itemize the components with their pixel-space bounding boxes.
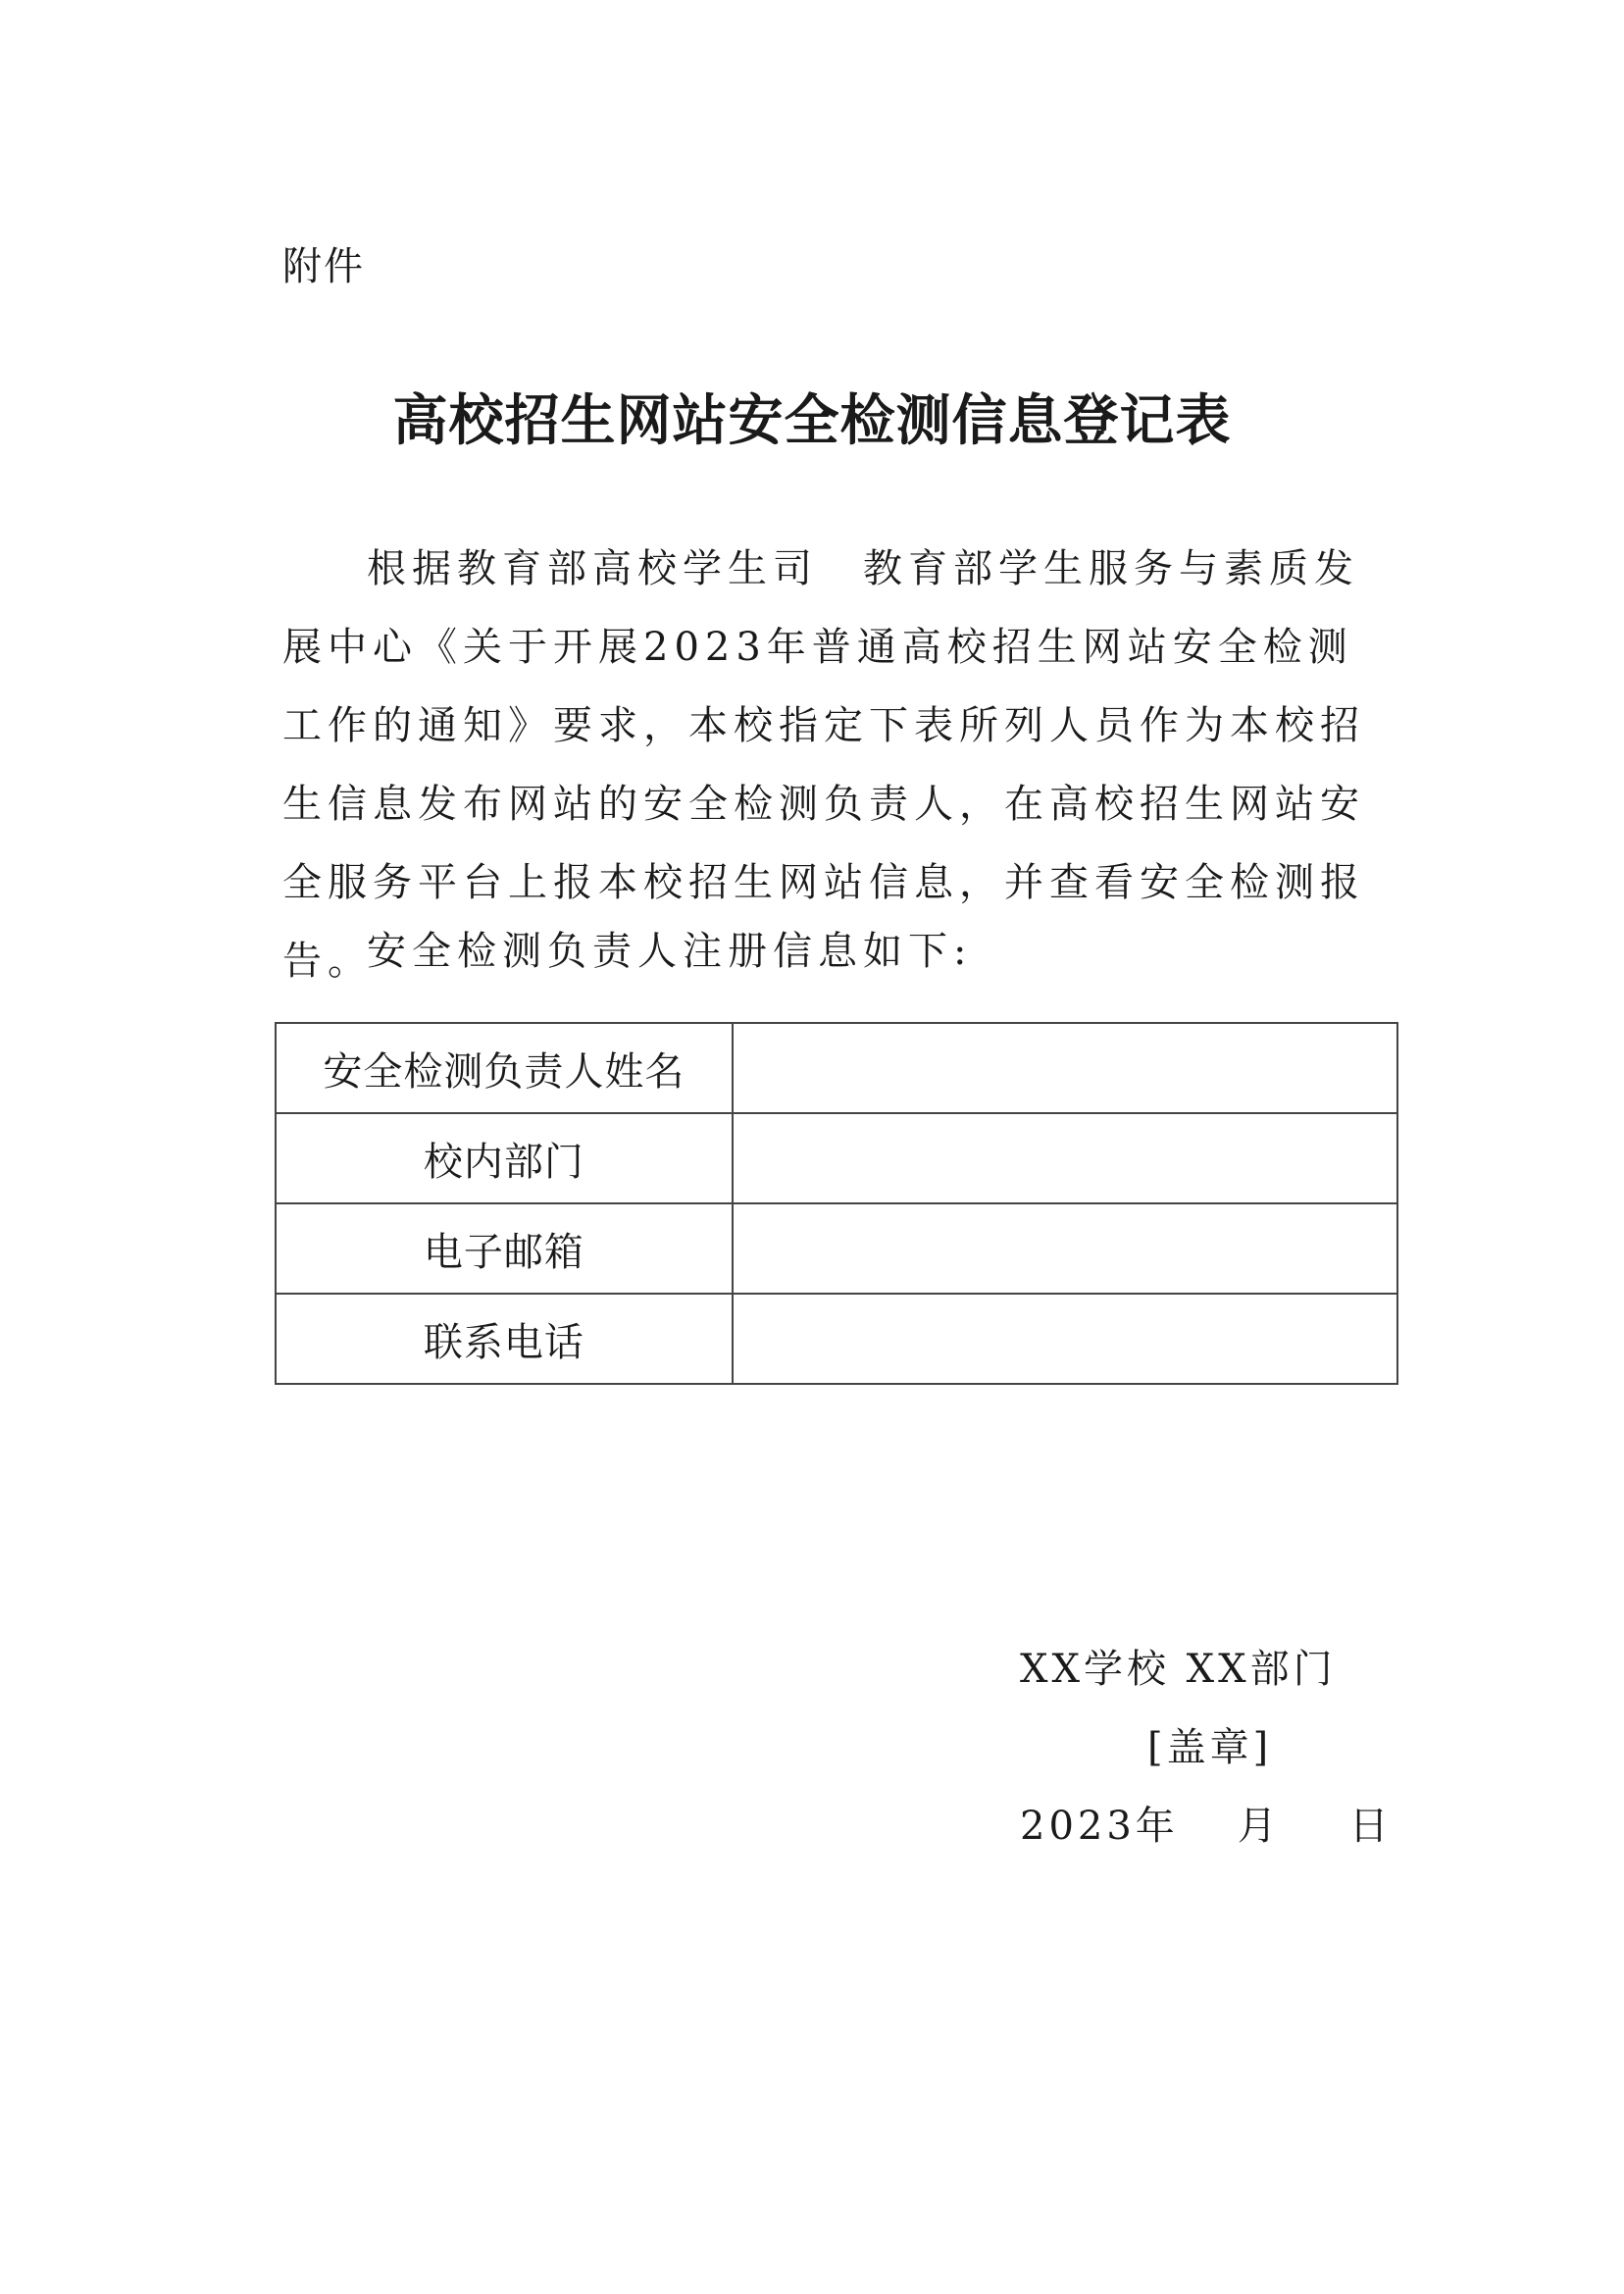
label-cell-phone: 联系电话 [276, 1294, 733, 1384]
value-cell-name [733, 1023, 1397, 1113]
attachment-label: 附件 [282, 244, 365, 289]
value-cell-phone [733, 1294, 1397, 1384]
document-title: 高校招生网站安全检测信息登记表 [392, 388, 1232, 453]
registration-table [275, 1022, 1398, 1385]
label-cell-email: 电子邮箱 [276, 1203, 733, 1294]
label-cell-name: 安全检测负责人姓名 [276, 1023, 733, 1113]
table-row [276, 1113, 1397, 1203]
signature-date [1020, 1795, 1393, 1851]
table-row [276, 1203, 1397, 1294]
value-cell-email [733, 1203, 1397, 1294]
intro-paragraph: 根据教育部高校学生司 教育部学生服务与素质发展中心《关于开展2023年普通高校招生网站安全检测工作的通知》要求，本校指定下表所列人员作为本校招生信息发布网站的安全检测负责人，在高校招生网站安全服务平台上报本校招生网站信息，并查看安全检测报告。 [282, 546, 1365, 984]
date-year: 2023年 [1020, 1804, 1179, 1849]
table-row [276, 1023, 1397, 1113]
table-intro-paragraph: 安全检测负责人注册信息如下: [367, 929, 973, 974]
date-month: 月 [1237, 1804, 1281, 1849]
value-cell-department [733, 1113, 1397, 1203]
signature-organization: XX学校 XX部门 [1020, 1647, 1337, 1692]
date-day: 日 [1348, 1804, 1393, 1849]
seal-placeholder: [盖章] [1147, 1725, 1273, 1770]
label-cell-department: 校内部门 [276, 1113, 733, 1203]
table-row [276, 1294, 1397, 1384]
